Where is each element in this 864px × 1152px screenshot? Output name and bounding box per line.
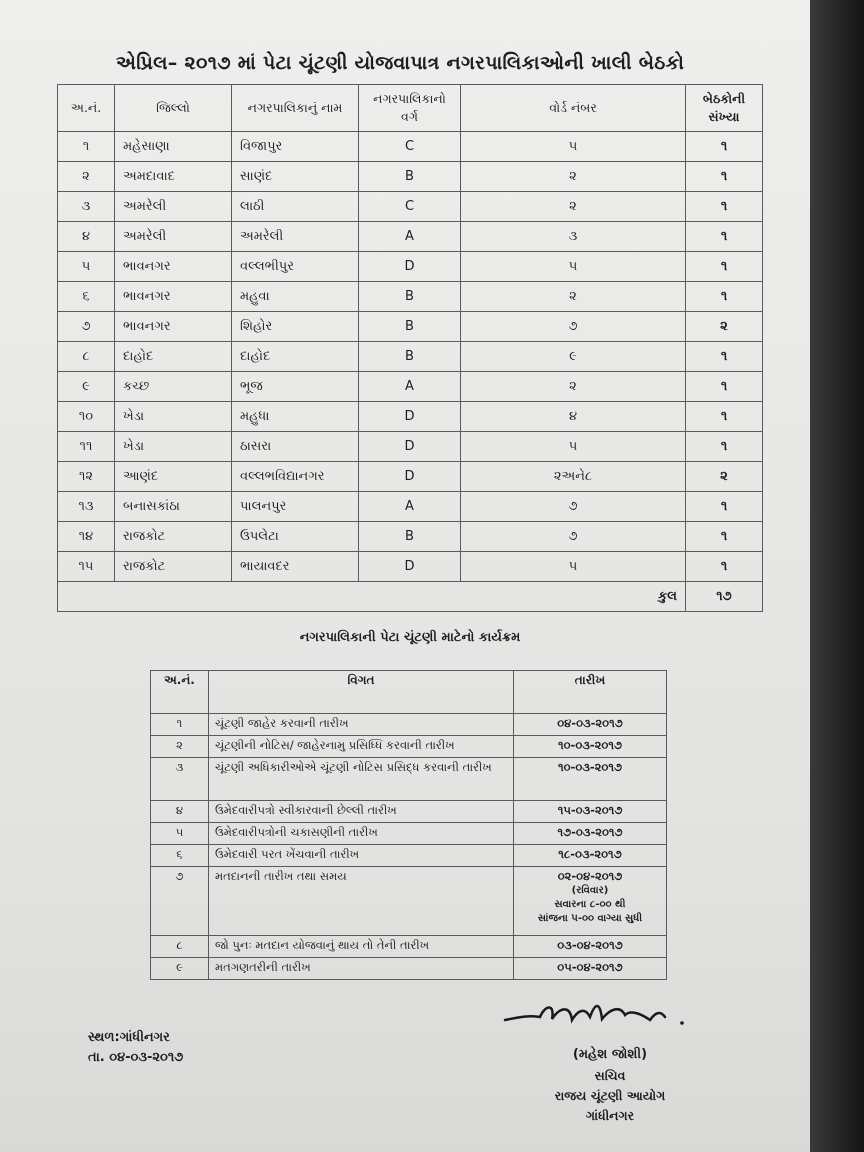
serial-cell-text: ૬ [176,847,183,861]
serial-cell-text: ૧ [176,716,183,730]
district-cell: અમરેલી [115,222,232,252]
vacant-seats-table [57,84,763,612]
table-row [58,522,763,552]
seat-count-cell: ૧ [686,222,763,252]
total-value: ૧૭ [686,582,763,612]
municipality-cell: મહુધા [232,402,359,432]
serial-cell: ૮ [58,342,115,372]
signatory-city: ગાંધીનગર [585,1108,635,1123]
table-row [58,402,763,432]
seat-count-cell: ૧ [686,432,763,462]
table-row [151,958,667,980]
date-cell-text: ૧૦-૦૩-૨૦૧૭ [558,738,622,752]
table-header-row [151,671,667,714]
total-row [58,582,763,612]
municipality-cell: વલ્લભીપુર [232,252,359,282]
seat-count-cell: ૧ [686,282,763,312]
date-cell [514,958,667,980]
ward-cell: ૭ [461,492,686,522]
class-cell: B [359,282,461,312]
header-serial: અ.નં. [58,85,115,132]
class-cell: A [359,372,461,402]
table-row [58,162,763,192]
seat-count-cell: ૧ [686,492,763,522]
serial-cell: ૨ [58,162,115,192]
district-cell: અમદાવાદ [115,162,232,192]
header-ward-number: વોર્ડ નંબર [461,85,686,132]
ward-cell: ૨અને૮ [461,462,686,492]
municipality-cell: સાણંદ [232,162,359,192]
ward-cell: ૯ [461,342,686,372]
detail-cell [209,958,514,980]
election-schedule-table [150,670,667,980]
table-row [58,282,763,312]
detail-cell [209,736,514,758]
page-title: એપ્રિલ– ૨૦૧૭ માં પેટા ચૂંટણી યોજવાપાત્ર નગરપાલિકાઓની ખાલી બેઠકો [115,52,685,74]
date-cell [514,714,667,736]
serial-cell: ૧૫ [58,552,115,582]
district-cell: રાજકોટ [115,552,232,582]
class-cell: A [359,492,461,522]
ward-cell: ૫ [461,252,686,282]
detail-cell [209,845,514,867]
municipality-cell: વલ્લભવિદ્યાનગર [232,462,359,492]
class-cell: B [359,312,461,342]
seat-count-cell: ૧ [686,372,763,402]
seat-count-cell: ૧ [686,252,763,282]
serial-cell: ૯ [58,372,115,402]
detail-cell-text: ઉમેદવારીપત્રોની ચકાસણીની તારીખ [215,825,378,839]
seat-count-cell: ૨ [686,462,763,492]
place-line: સ્થળ:ગાંધીનગર [88,1030,170,1045]
signatory-name: (મહેશ જોશી) [572,1047,648,1062]
table-row [151,801,667,823]
table-row [58,252,763,282]
header-details: વિગત [209,671,514,714]
municipality-cell: પાલનપુર [232,492,359,522]
seat-count-cell: ૧ [686,342,763,372]
ward-cell: ૨ [461,192,686,222]
serial-cell [151,936,209,958]
signatory-office: રાજય ચૂંટણી આયોગ [554,1088,666,1103]
table-row [151,714,667,736]
date-cell [514,736,667,758]
district-cell: મહેસાણા [115,132,232,162]
seat-count-cell: ૧ [686,162,763,192]
district-cell: કચ્છ [115,372,232,402]
detail-cell-text: ચૂંટણીની નોટિસ/ જાહેરનામુ પ્રસિધ્ધિ કરવાની તારીખ [215,738,455,752]
seat-count-cell: ૧ [686,192,763,222]
table-row [151,936,667,958]
serial-cell [151,714,209,736]
municipality-cell: દાહોદ [232,342,359,372]
detail-cell-text: મતગણતરીની તારીખ [215,960,311,974]
detail-cell-text: ઉમેદવારીપત્રો સ્વીકારવાની છેલ્લી તારીખ [215,803,397,817]
municipality-cell: વિજાપુર [232,132,359,162]
serial-cell [151,845,209,867]
table-row [151,845,667,867]
serial-cell-text: ૫ [175,825,184,839]
date-line: તા. ૦૪-૦૩-૨૦૧૭ [88,1050,184,1065]
date-cell [514,936,667,958]
serial-cell-text: ૭ [175,869,184,883]
polling-day: (રવિવાર) [571,885,609,896]
table-row [58,432,763,462]
ward-cell: ૩ [461,222,686,252]
ward-cell: ૨ [461,162,686,192]
serial-cell: ૫ [58,252,115,282]
serial-cell-text: ૨ [176,738,183,752]
header-seat-count: બેઠકોની સંખ્યા [686,85,763,132]
municipality-cell: લાઠી [232,192,359,222]
table-row [58,462,763,492]
detail-cell [209,867,514,936]
municipality-cell: શિહોર [232,312,359,342]
total-label: કુલ [58,582,686,612]
district-cell: ખેડા [115,432,232,462]
class-cell: B [359,522,461,552]
class-cell: D [359,432,461,462]
detail-cell [209,801,514,823]
serial-cell [151,736,209,758]
ward-cell: ૨ [461,282,686,312]
date-cell-text: ૦૫-૦૪-૨૦૧૭ [557,960,623,974]
detail-cell [209,936,514,958]
seat-count-cell: ૧ [686,402,763,432]
date-cell-text: ૧૫-૦૩-૨૦૧૭ [557,803,623,817]
ward-cell: ૭ [461,522,686,552]
table-row [151,758,667,801]
table-row [58,192,763,222]
serial-cell: ૭ [58,312,115,342]
serial-cell [151,958,209,980]
header-municipality-name: નગરપાલિકાનું નામ [232,85,359,132]
serial-cell-text: ૮ [176,938,183,952]
table-row [151,736,667,758]
municipality-cell: મહુવા [232,282,359,312]
serial-cell: ૧૩ [58,492,115,522]
ward-cell: ૪ [461,402,686,432]
class-cell: C [359,132,461,162]
serial-cell [151,758,209,801]
detail-cell-text: મતદાનની તારીખ તથા સમય [215,869,347,883]
detail-cell [209,758,514,801]
table-row [58,312,763,342]
municipality-cell: ઉપલેટા [232,522,359,552]
ward-cell: ૭ [461,312,686,342]
class-cell: D [359,252,461,282]
class-cell: C [359,192,461,222]
date-cell-text: ૦૩-૦૪-૨૦૧૭ [557,938,623,952]
district-cell: બનાસકાંઠા [115,492,232,522]
district-cell: ખેડા [115,402,232,432]
class-cell: D [359,402,461,432]
table-row [58,492,763,522]
serial-cell: ૧૨ [58,462,115,492]
header-date: તારીખ [514,671,667,714]
polling-time-to: સાંજના ૫-૦૦ વાગ્યા સુધી [537,913,643,924]
district-cell: રાજકોટ [115,522,232,552]
serial-cell: ૧ [58,132,115,162]
date-cell-text: ૦૨-૦૪-૨૦૧૭ [557,869,623,883]
municipality-cell: ભાયાવદર [232,552,359,582]
date-cell [514,758,667,801]
district-cell: અમરેલી [115,192,232,222]
table-row [58,132,763,162]
header-municipality-class: નગરપાલિકાનો વર્ગ [359,85,461,132]
detail-cell-text: ઉમેદવારી પરત ખેંચવાની તારીખ [215,847,360,861]
table-row [151,823,667,845]
class-cell: D [359,552,461,582]
table-row [58,222,763,252]
seat-count-cell: ૧ [686,552,763,582]
table-row [58,552,763,582]
date-cell-text: ૧૭-૦૩-૨૦૧૭ [557,825,623,839]
class-cell: D [359,462,461,492]
table-row [58,372,763,402]
dark-background-edge [810,0,864,1152]
polling-time-from: સવારના ૮-૦૦ થી [554,899,626,910]
date-cell-text: ૧૦-૦૩-૨૦૧૭ [558,760,622,774]
handwritten-signature [500,995,700,1035]
serial-cell: ૬ [58,282,115,312]
table-row [151,867,667,936]
serial-cell-text: ૩ [175,760,184,774]
serial-cell: ૪ [58,222,115,252]
ward-cell: ૫ [461,552,686,582]
schedule-title: નગરપાલિકાની પેટા ચૂંટણી માટેનો કાર્યક્રમ [299,630,521,645]
signatory-designation: સચિવ [594,1068,626,1083]
seat-count-cell: ૨ [686,312,763,342]
detail-cell [209,714,514,736]
class-cell: B [359,162,461,192]
district-cell: આણંદ [115,462,232,492]
district-cell: દાહોદ [115,342,232,372]
municipality-cell: અમરેલી [232,222,359,252]
detail-cell-text: જો પુનઃ મતદાન યોજવાનું થાય તો તેની તારીખ [215,938,430,952]
serial-cell: ૧૦ [58,402,115,432]
ward-cell: ૨ [461,372,686,402]
serial-cell-text: ૯ [176,960,183,974]
ward-cell: ૫ [461,432,686,462]
serial-cell [151,867,209,936]
district-cell: ભાવનગર [115,252,232,282]
date-cell-text: ૧૮-૦૩-૨૦૧૭ [558,847,622,861]
serial-cell: ૧૪ [58,522,115,552]
header-serial: અ.નં. [151,671,209,714]
seat-count-cell: ૧ [686,522,763,552]
date-cell [514,867,667,936]
serial-cell-text: ૪ [175,803,184,817]
detail-cell-text: ચૂંટણી જાહેર કરવાની તારીખ [215,716,349,730]
ward-cell: ૫ [461,132,686,162]
municipality-cell: ભૂજ [232,372,359,402]
date-cell [514,845,667,867]
seat-count-cell: ૧ [686,132,763,162]
serial-cell: ૩ [58,192,115,222]
serial-cell: ૧૧ [58,432,115,462]
municipality-cell: ઠાસરા [232,432,359,462]
date-cell-text: ૦૪-૦૩-૨૦૧૭ [557,716,623,730]
class-cell: B [359,342,461,372]
district-cell: ભાવનગર [115,282,232,312]
serial-cell [151,823,209,845]
header-district: જિલ્લો [115,85,232,132]
class-cell: A [359,222,461,252]
detail-cell-text: ચૂંટણી અધિકારીઓએ ચૂંટણી નોટિસ પ્રસિદ્ધ કરવાની તારીખ [215,760,492,774]
detail-cell [209,823,514,845]
serial-cell [151,801,209,823]
table-row [58,342,763,372]
date-cell [514,801,667,823]
table-header-row [58,85,763,132]
district-cell: ભાવનગર [115,312,232,342]
date-cell [514,823,667,845]
